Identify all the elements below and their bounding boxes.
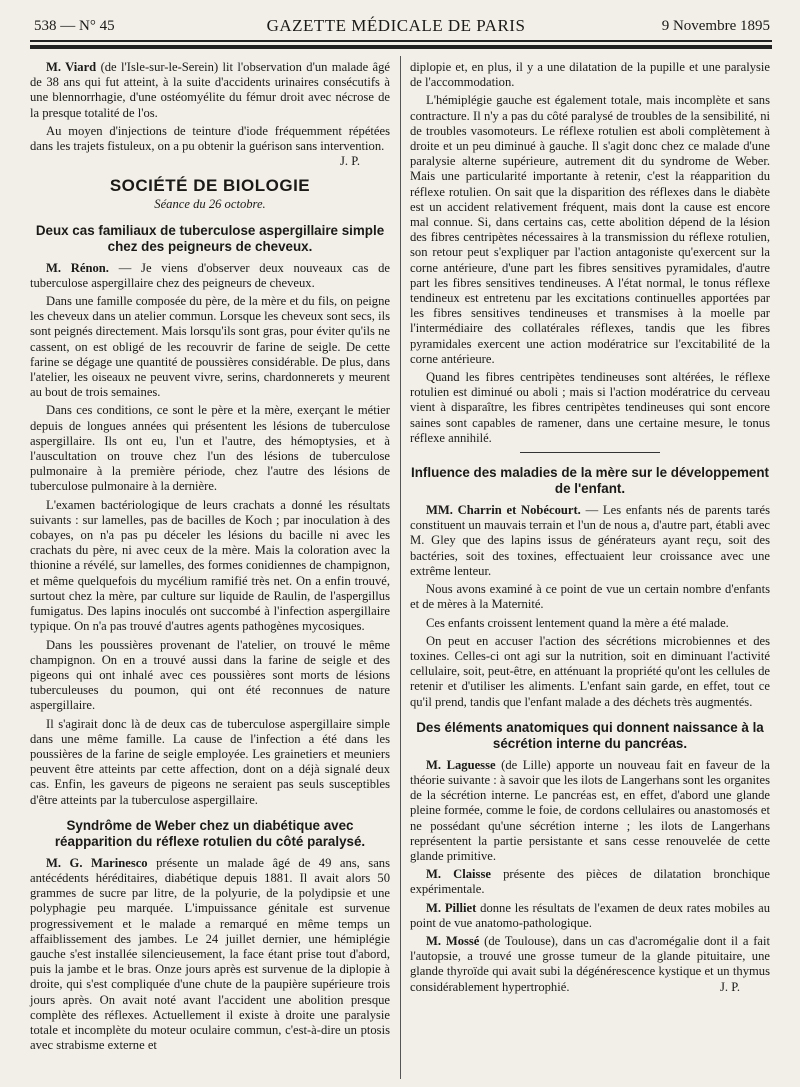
signature: J. P. <box>720 979 740 994</box>
article-title: Influence des maladies de la mère sur le développement de l'enfant. <box>411 465 769 497</box>
article-lead: M. Rénon. — Je viens d'observer deux nouveaux cas de tuberculose aspergillaire chez des peigneurs de cheveux. <box>30 260 390 290</box>
header-rule-thick <box>30 45 772 49</box>
separator-rule <box>520 452 660 453</box>
note-paragraph: M. Mossé (de Toulouse), dans un cas d'acromégalie dont il a fait l'autopsie, a trouvé une grosse tumeur de la glande pituitaire, une glande thyroïde qui avait subi la dégénérescence kystique et un thymus considérablement hypertrophié. J. P. <box>410 933 770 994</box>
society-heading: SOCIÉTÉ DE BIOLOGIE <box>109 176 311 196</box>
paragraph: Dans les poussières provenant de l'atelier, on trouvé le même champignon. On en a trouvé aussi dans la farine de seigle et des pigeons qui ont inhalé avec ces poussières sont morts de lésions tuberculeuses du poumon, qui ont été reconnues de nature aspergillaire. <box>30 637 390 713</box>
left-column <box>30 60 390 1056</box>
session-date: Séance du 26 octobre. <box>154 197 266 212</box>
signature: J. P. <box>340 154 360 169</box>
right-column <box>410 60 770 998</box>
column-divider <box>400 56 401 1079</box>
article-lead: MM. Charrin et Nobécourt. — Les enfants nés de parents tarés constituent un mauvais terrain et l'un de nous a, d'autre part, établi avec M. Gley que des lapins issus de générateurs ayant reçu, soit des bactéries, soit des toxines, effectuaient leur croissance avec une extrême lenteur. <box>410 503 770 578</box>
paragraph: L'examen bactériologique de leurs crachats a donné les résultats suivants : sur lamelles, pas de bacilles de Koch ; par inoculation à des cobayes, on n'a pas pu déceler les lésions du bacille ni avec les crachats du père, ni avec ceux de la mère. Mais la coloration avec la thionine a révélé, sur lamelles, des formes conidiennes de champignon, et même quelquefois du mycélium ramifié très net. On a enfin trouvé, surtout chez la mère, par culture sur liquide de Raulin, de l'aspergillus fumigatus. Des lapins inoculés ont succombé à l'infection aspergillaire typique. On n'a pas trouvé d'autres agents pathogènes mycosiques. <box>30 497 390 634</box>
paragraph: Ces enfants croissent lentement quand la mère a été malade. <box>426 615 729 630</box>
header-rule-thin <box>30 40 772 42</box>
page-header <box>22 14 770 38</box>
viard-paragraph: M. Viard (de l'Isle-sur-le-Serein) lit l'observation d'un malade âgé de 38 ans qui fut atteint, à la suite d'accidents urinaires consécutifs à une blennorrhagie, d'une ostéomyélite du fémur droit avec nécrose de la presque totalité de l'os. <box>30 60 390 120</box>
paragraph: Dans une famille composée du père, de la mère et du fils, on peigne les cheveux dans un atelier commun. Lorsque les cheveux sont secs, ils sont peignés directement. Mais lorsqu'ils sont gras, pour éviter qu'ils ne cassent, on est obligé de les recouvrir de farine de seigle. De cette farine se dégage une quantité de poussières considérable. De plus, dans l'atelier, les oiseaux ne peuvent vivre, serins, chardonnerets y meurent au bout de trois semaines. <box>30 294 390 400</box>
article-lead: M. G. Marinesco présente un malade âgé de 49 ans, sans antécédents héréditaires, diabétique depuis 1881. Il avait alors 50 grammes de sucre par litre, de la polyurie, de la polydipsie et une polyphagie peu marquée. L'impuissance génitale est survenue progressivement et le malade a remarqué en même temps un affaiblissement des jambes. Le 24 juillet dernier, une hémiplégie gauche s'est installée silencieusement, la face étant prise tout d'abord, puis la jambe et le bras. Onze jours après est survenue de la diplopie à droite, qui s'est compliquée d'une chute de la paupière supérieure trois jours après. On avait noté avant l'accident une abolition presque complète des réflexes. Actuellement il existe à droite une paralysie totale et incomplète du moteur oculaire commun, c'est-à-dire un ptosis avec strabisme externe et <box>30 855 390 1053</box>
paragraph: Dans ces conditions, ce sont le père et la mère, exerçant le métier depuis de longues années qui présentent les lésions de tuberculose aspergillaire. Ils ont eu, l'un et l'autre, des hémoptysies, et à l'auscultation on trouve chez l'un des lésions de tuberculose pulmonaire à la première période, chez l'autre des lésions de tuberculose pulmonaire à la dernière. <box>30 403 390 494</box>
article-title: Des éléments anatomiques qui donnent naissance à la sécrétion interne du pancréas. <box>416 719 764 751</box>
paragraph: L'hémiplégie gauche est également totale, mais incomplète et sans contracture. Il n'y a pas du côté paralysé de troubles de la sensibilité, ni de troubles vasomoteurs. Le réflexe rotulien est aboli complètement à droite et un peu diminué à gauche. Il s'agit donc chez ce malade d'une paralysie alterne supérieure, autrement dit du syndrome de Weber. Mais une particularité importante à retenir, c'est la réapparition du réflexe rotulien. On sait que la disparition des réflexes dans le diabète est un accident relativement fréquent, mais dont la cause est encore mal connue. Si, dans certains cas, cette abolition dépend de la lésion des fibres centripètes nécessaires à la transmission du réflexe rotulien, son retour peut s'expliquer par l'action antagoniste qu'exercent sur la corne antérieure, d'une part les fibres sensitives pyramidales, d'autre part les fibres sensitives tendineuses. A l'état normal, le tonus réflexe tendineux est entretenu par les excitations continuelles apportées par les fibres sensitives tendineuses et transmises à la moelle par l'intermédiaire des collatérales réflexes, tandis que les fibres pyramidales exercent une action modératrice sur l'excitabilité de la corne antérieure. <box>410 93 770 366</box>
article-lead: M. Laguesse (de Lille) apporte un nouveau fait en faveur de la théorie suivante : à savoir que les ilots de Langerhans sont les organites de la sécrétion interne. Le pancréas est, en effet, d'abord une glande pleine formée, comme le foie, de cordons cellulaires ou anastomosés et ne possédant qu'une sécrétion interne ; les ilots de Langerhans représentent la partie persistante et sans cesse renouvelée de cette glande primitive. <box>410 757 770 863</box>
journal-title: GAZETTE MÉDICALE DE PARIS <box>266 16 526 35</box>
paragraph: Il s'agirait donc là de deux cas de tuberculose aspergillaire simple dans une même famille. La cause de l'infection a été dans les poussières de la farine de seigle employée. Les grainetiers et meuniers peuvent être atteints par cette affection, dont on a déjà signalé deux cas. Enfin, les gaveurs de pigeons ne seraient pas seuls susceptibles d'être atteints par la tuberculose aspergillaire. <box>30 716 390 807</box>
article-title: Deux cas familiaux de tuberculose aspergillaire simple chez des peigneurs de cheveux. <box>35 222 385 254</box>
viard-paragraph-2: Au moyen d'injections de teinture d'iode fréquemment répétées dans les trajets fistuleux, on a pu obtenir la guérison sans intervention. J. P. <box>30 123 390 169</box>
page-number: 538 — N° 45 <box>34 18 115 34</box>
note-paragraph: M. Claisse présente des pièces de dilatation bronchique expérimentale. <box>410 867 770 897</box>
paragraph: Nous avons examiné à ce point de vue un certain nombre d'enfants et de mères à la Maternité. <box>410 582 770 612</box>
continued-paragraph: diplopie et, en plus, il y a une dilatation de la pupille et une paralysie de l'accommodation. <box>410 60 770 90</box>
paragraph: Quand les fibres centripètes tendineuses sont altérées, le réflexe rotulien est diminué ou aboli ; mais si l'action modératrice du cerveau vient à disparaître, les fibres centripètes tendineuses qui sont encore saines sont capables de ramener, dans une certaine mesure, le tonus réflexe annihilé. <box>410 370 770 445</box>
paragraph: On peut en accuser l'action des sécrétions microbiennes et des toxines. Celles-ci ont agi sur la nutrition, soit en diminuant l'activité cellulaire, soit, peut-être, en atténuant la propriété qu'ont les cellules de retenir et d'utiliser les aliments. L'enfant sain garde, en effet, tout ce qu'il prend, tandis que l'enfant malade a des déchets très augmentés. <box>410 633 770 709</box>
article-title: Syndrôme de Weber chez un diabétique avec réapparition du réflexe rotulien du côté paralysé. <box>54 817 366 849</box>
issue-date: 9 Novembre 1895 <box>661 18 770 34</box>
note-paragraph: M. Pilliet donne les résultats de l'examen de deux rates mobiles au point de vue anatomo-pathologique. <box>410 900 770 930</box>
